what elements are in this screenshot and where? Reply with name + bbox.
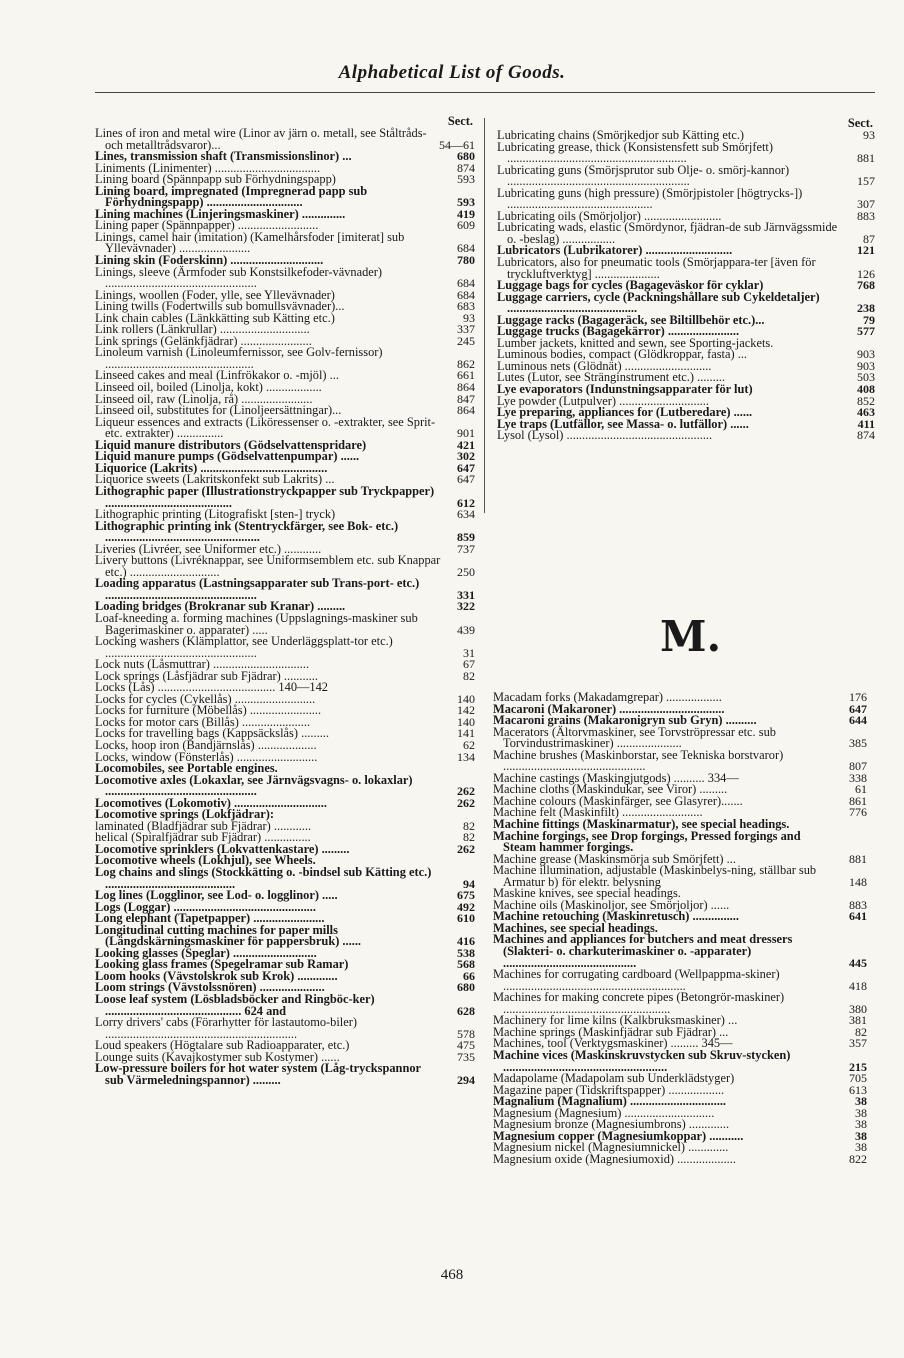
section-number: 647 <box>457 460 475 475</box>
section-number: 302 <box>457 449 475 464</box>
index-entry <box>95 128 475 151</box>
section-number: 684 <box>457 276 475 291</box>
entry-text: Lines of iron and metal wire (Linor av järn o. metall, see Ståltråds- och metalltrådsvaror)... <box>95 126 427 152</box>
index-entry <box>497 162 875 189</box>
entry-text: Machine fittings (Maskinarmatur), see special headings. <box>493 817 790 832</box>
entry-text: Linings, sleeve (Ärmfoder sub Konstsilkefoder-vävnader) ................................................. <box>95 264 383 291</box>
section-number: 38 <box>855 1094 867 1109</box>
section-number: 66 <box>463 968 475 983</box>
section-letter: M. <box>660 612 722 661</box>
section-number: 250 <box>457 564 475 579</box>
section-number: 385 <box>849 736 867 751</box>
entry-text: Loose leaf system (Lösbladsböcker and Ringböc-ker) ............................................ 624 and <box>95 992 375 1018</box>
entry-text: helical (Spiralfjädrar sub Fjädrar) ............... <box>95 830 311 845</box>
index-entry <box>95 183 475 210</box>
entry-text: Log lines (Logglinor, see Lod- o. logglinor) ..... <box>95 888 338 903</box>
entry-text: Livery buttons (Livréknappar, see Uniformsemblem etc. sub Knappar etc.) ............................. <box>95 553 441 579</box>
section-number: 578 <box>457 1026 475 1041</box>
entry-text: Locks (Lås) ...................................... 140—142 <box>95 680 328 695</box>
entry-text: Locks, hoop iron (Bandjärnslås) ................... <box>95 737 317 752</box>
section-number: 847 <box>457 391 475 406</box>
section-number: 683 <box>457 299 475 314</box>
entry-text: Lounge suits (Kavajkostymer sub Kostymer) ...... <box>95 1049 340 1064</box>
entry-text: Linseed oil, boiled (Linolja, kokt) .................. <box>95 380 322 395</box>
right-column-top <box>497 118 875 442</box>
entry-text: Lubricators, also for pneumatic tools (Smörjappara-ter [även för tryckluftverktyg] ..................... <box>497 255 816 281</box>
entry-text: Magnesium copper (Magnesiumkoppar) ........... <box>493 1128 744 1143</box>
entry-text: Linoleum varnish (Linoleumfernissor, see Golv-fernissor) ................................................ <box>95 345 383 371</box>
index-entry <box>493 1047 867 1074</box>
section-number: 612 <box>457 495 475 510</box>
entry-text: Loading bridges (Brokranar sub Kranar) ......... <box>95 599 346 614</box>
index-entry <box>95 578 475 601</box>
section-number: 62 <box>463 737 475 752</box>
section-number: 307 <box>857 197 875 212</box>
section-number: 140 <box>457 691 475 706</box>
section-number: 148 <box>849 874 867 889</box>
index-entry <box>493 969 867 992</box>
entry-text: Locomobiles, see Portable engines. <box>95 761 278 776</box>
section-number: 901 <box>457 426 475 441</box>
section-number: 245 <box>457 333 475 348</box>
section-number: 641 <box>849 909 867 924</box>
section-number: 647 <box>849 701 867 716</box>
section-number: 419 <box>457 206 475 221</box>
right-column-bottom <box>493 692 867 1165</box>
section-number: 380 <box>849 1001 867 1016</box>
section-number: 140 <box>457 714 475 729</box>
entry-text: Machines for corrugating cardboard (Wellpappma-skiner) ........................................................... <box>493 967 780 993</box>
section-number: 675 <box>457 888 475 903</box>
entry-text: Lithographic printing ink (Stentryckfärger, see Bok- etc.) .................................................. <box>95 518 399 545</box>
entry-text: Lubricating grease, thick (Konsistensfett sub Smörjfett) .......................................................... <box>497 139 773 166</box>
section-number: 903 <box>857 347 875 362</box>
entry-text: Maskine knives, see special headings. <box>493 886 681 901</box>
entry-text: Lye traps (Lutfällor, see Massa- o. lutfällor) ...... <box>497 416 749 431</box>
section-number: 79 <box>863 312 875 327</box>
index-entry <box>497 185 875 212</box>
section-number: 141 <box>457 726 475 741</box>
entry-text: Long elephant (Tapetpapper) ....................... <box>95 911 325 926</box>
section-number: 61 <box>855 782 867 797</box>
section-number: 705 <box>849 1071 867 1086</box>
section-number: 215 <box>849 1059 867 1074</box>
index-entry <box>493 724 867 751</box>
section-number: 864 <box>457 380 475 395</box>
entry-text: Logs (Loggar) .............................................. <box>95 899 316 914</box>
page-title: Alphabetical List of Goods. <box>338 62 566 83</box>
section-number: 142 <box>457 703 475 718</box>
index-entry <box>95 610 475 637</box>
section-number: 134 <box>457 749 475 764</box>
index-entry <box>95 229 475 256</box>
section-number: 82 <box>463 830 475 845</box>
index-entry <box>493 992 867 1015</box>
section-number: 238 <box>857 301 875 316</box>
index-entry <box>95 483 475 510</box>
section-number: 262 <box>457 795 475 810</box>
entry-text: Lock springs (Låsfjädrar sub Fjädrar) ........... <box>95 668 318 683</box>
page-number: 468 <box>440 1267 464 1283</box>
sect-header: Sect. <box>847 116 873 130</box>
entry-text: Lubricating oils (Smörjoljor) ......................... <box>497 208 722 223</box>
entry-text: Loading apparatus (Lastningsapparater sub Trans-port- etc.) ................................................. <box>95 576 420 602</box>
section-number: 262 <box>457 784 475 799</box>
entry-text: Lining board, impregnated (Impregnerad papp sub Förhydningspapp) ............................... <box>95 183 368 210</box>
section-number: 883 <box>849 897 867 912</box>
index-entry <box>497 257 875 280</box>
entry-text: Liqueur essences and extracts (Liköressenser o. -extrakter, see Sprit- etc. extrakter) ............... <box>95 414 436 441</box>
section-number: 38 <box>855 1140 867 1155</box>
entry-text: Luggage bags for cycles (Bagageväskor för cyklar) <box>497 278 764 293</box>
section-number: 31 <box>463 645 475 660</box>
section-number: 807 <box>849 759 867 774</box>
entry-text: Lining twills (Fodertwills sub bomullsvävnader)... <box>95 299 345 314</box>
section-number: 852 <box>857 393 875 408</box>
index-entry <box>95 922 475 949</box>
entry-text: Macaroni grains (Makaronigryn sub Gryn) .......... <box>493 713 757 728</box>
section-number: 126 <box>857 266 875 281</box>
entry-text: Macaroni (Makaroner) .................................. <box>493 701 725 716</box>
entry-text: Machine oils (Maskinoljor, see Smörjoljor) ...... <box>493 897 730 912</box>
section-number: 338 <box>849 770 867 785</box>
index-entry <box>493 828 867 855</box>
entry-text: Lumber jackets, knitted and sewn, see Sporting-jackets. <box>497 335 774 350</box>
section-number: 737 <box>457 541 475 556</box>
entry-text: Linseed oil, substitutes for (Linoljeersättningar)... <box>95 403 342 418</box>
section-number: 609 <box>457 218 475 233</box>
section-number: 684 <box>457 287 475 302</box>
index-entry <box>95 264 475 291</box>
entry-text: Lining board (Spännpapp sub Förhydningspapp) <box>95 172 336 187</box>
entry-text: Locks for travelling bags (Kappsäckslås) ......... <box>95 726 329 741</box>
section-number: 503 <box>857 370 875 385</box>
section-number: 593 <box>457 172 475 187</box>
entry-text: Lye evaporators (Indunstningsapparater för lut) <box>497 382 753 397</box>
entry-text: Lines, transmission shaft (Transmissionslinor) ... <box>95 149 352 164</box>
section-number: 157 <box>857 174 875 189</box>
section-number: 93 <box>863 128 875 142</box>
section-number: 634 <box>457 507 475 522</box>
index-entry <box>95 636 475 659</box>
entry-text: Madapolame (Madapolam sub Underklädstyger) <box>493 1071 735 1086</box>
section-number: 874 <box>457 160 475 175</box>
entry-text: Machine illumination, adjustable (Maskinbelys-ning, ställbar sub Armatur b) för elektr. belysning <box>493 863 817 889</box>
section-number: 780 <box>457 253 475 268</box>
section-number: 331 <box>457 587 475 602</box>
entry-text: Machinery for lime kilns (Kalkbruksmaskiner) ... <box>493 1013 738 1028</box>
entry-text: Lithographic printing (Litografiskt [sten-] tryck) <box>95 507 336 522</box>
entry-text: Locks for furniture (Möbellås) ....................... <box>95 703 322 718</box>
section-number: 903 <box>857 358 875 373</box>
entry-text: Longitudinal cutting machines for paper mills (Längdskärningsmaskiner för pappersbruk) ...... <box>95 922 362 949</box>
section-number: 262 <box>457 841 475 856</box>
section-number: 492 <box>457 899 475 914</box>
entry-text: Lubricators (Lubrikatorer) ............................ <box>497 243 733 258</box>
entry-text: Lubricating guns (Smörjsprutor sub Olje- o. smörj-kannor) ........................................................... <box>497 162 790 189</box>
section-number: 861 <box>849 793 867 808</box>
entry-text: Machine colours (Maskinfärger, see Glasyrer)....... <box>493 793 743 808</box>
entry-text: Machine vices (Maskinskruvstycken sub Skruv-stycken) ..................................................... <box>493 1047 791 1074</box>
index-entry <box>95 414 475 441</box>
section-number: 416 <box>457 934 475 949</box>
entry-text: Liquorice sweets (Lakritskonfekt sub Lakrits) ... <box>95 472 335 487</box>
entry-text: Lye powder (Lutpulver) ............................. <box>497 393 709 408</box>
header-rule <box>95 92 875 93</box>
section-number: 67 <box>463 657 475 672</box>
entry-text: Luminous bodies, compact (Glödkroppar, fasta) ... <box>497 347 748 362</box>
left-column <box>95 116 475 1086</box>
section-number: 610 <box>457 911 475 926</box>
entry-text: Machine forgings, see Drop forgings, Pressed forgings and Steam hammer forgings. <box>493 828 801 855</box>
section-number: 862 <box>457 356 475 371</box>
section-number: 661 <box>457 368 475 383</box>
index-entry <box>493 934 867 969</box>
entry-text: Machines for making concrete pipes (Betongrör-maskiner) ...................................................... <box>493 990 785 1016</box>
entry-text: Linings, woollen (Foder, ylle, see Yllevävnader) <box>95 287 335 302</box>
section-number: 93 <box>463 310 475 325</box>
section-number: 94 <box>463 876 475 891</box>
entry-text: Magnesium (Magnesium) ............................. <box>493 1105 715 1120</box>
entry-text: Loud speakers (Högtalare sub Radioapparater, etc.) <box>95 1038 350 1053</box>
entry-text: Linings, camel hair (imitation) (Kamelhårsfoder [imiterat] sub Yllevävnader) ....................... <box>95 229 405 256</box>
section-number: 381 <box>849 1013 867 1028</box>
entry-text: Looking glass frames (Spegelramar sub Ramar) <box>95 957 349 972</box>
section-number: 680 <box>457 149 475 164</box>
section-number: 647 <box>457 472 475 487</box>
entry-text: Locomotives (Lokomotiv) .............................. <box>95 795 327 810</box>
index-entry <box>493 865 867 888</box>
entry-text: Macerators (Ältorvmaskiner, see Torvströpressar etc. sub Torvindustrimaskiner) ..................... <box>493 724 776 751</box>
section-number: 613 <box>849 1082 867 1097</box>
entry-text: Locks for cycles (Cykellås) .......................... <box>95 691 316 706</box>
column-divider <box>484 118 485 513</box>
section-number: 680 <box>457 980 475 995</box>
section-number: 87 <box>863 231 875 246</box>
entry-text: Locomotive axles (Lokaxlar, see Järnvägsvagns- o. lokaxlar) ................................................. <box>95 772 413 799</box>
section-number: 859 <box>457 530 475 545</box>
index-entry <box>497 222 875 245</box>
index-entry <box>95 347 475 370</box>
entry-text: Linseed oil, raw (Linolja, rå) ....................... <box>95 391 313 406</box>
entry-text: Lysol (Lysol) ............................................... <box>497 428 713 443</box>
section-number: 38 <box>855 1117 867 1132</box>
entry-text: Locomotive springs (Lokfjädrar): <box>95 807 274 822</box>
section-number: 82 <box>463 668 475 683</box>
section-number: 121 <box>857 243 875 258</box>
section-number: 881 <box>857 151 875 166</box>
index-entry <box>493 1151 867 1166</box>
entry-text: Locomotive wheels (Lokhjul), see Wheels. <box>95 853 316 868</box>
section-number: 38 <box>855 1105 867 1120</box>
index-entry <box>493 747 867 774</box>
entry-text: Luggage racks (Bagageräck, see Biltillbehör etc.)... <box>497 312 765 327</box>
entry-text: Locks for motor cars (Billås) ...................... <box>95 714 311 729</box>
entry-text: Magnesium bronze (Magnesiumbrons) ............. <box>493 1117 730 1132</box>
index-entry <box>95 867 475 890</box>
section-number: 82 <box>855 1024 867 1039</box>
section-number: 874 <box>857 428 875 443</box>
section-number: 337 <box>457 322 475 337</box>
entry-text: Magnesium oxide (Magnesiumoxid) ................... <box>493 1151 736 1166</box>
section-number: 628 <box>457 1003 475 1018</box>
section-number: 538 <box>457 945 475 960</box>
section-number: 644 <box>849 713 867 728</box>
index-entry <box>95 1017 475 1040</box>
entry-text: Machine felt (Maskinfilt) .......................... <box>493 805 703 820</box>
entry-text: Machine cloths (Maskindukar, see Viror) ......... <box>493 782 728 797</box>
entry-text: Machines and appliances for butchers and meat dressers (Slakteri- o. charkuterimaskiner o. -apparater) ........................................... <box>493 932 793 970</box>
section-number: 822 <box>849 1151 867 1166</box>
section-number: 735 <box>457 1049 475 1064</box>
section-number: 294 <box>457 1072 475 1087</box>
entry-text: Machines, see special headings. <box>493 920 658 935</box>
section-number: 881 <box>849 851 867 866</box>
section-number: 463 <box>857 405 875 420</box>
section-number: 411 <box>857 416 875 431</box>
entry-text: Lining paper (Spännpapper) .......................... <box>95 218 319 233</box>
section-number: 577 <box>857 324 875 339</box>
entry-text: Liquorice (Lakrits) ......................................... <box>95 460 328 475</box>
entry-text: Magnalium (Magnalium) ............................... <box>493 1094 727 1109</box>
section-number: 439 <box>457 622 475 637</box>
entry-text: Low-pressure boilers for hot water system (Låg-tryckspannor sub Värmeledningspannor) ......... <box>95 1061 421 1087</box>
section-number: 568 <box>457 957 475 972</box>
entry-text: Linseed cakes and meal (Linfrökakor o. -mjöl) ... <box>95 368 339 383</box>
index-entry <box>497 430 875 442</box>
entry-text: Machine retouching (Maskinretusch) ............... <box>493 909 739 924</box>
entry-text: Loom strings (Vävstolssnören) ..................... <box>95 980 325 995</box>
section-number: 768 <box>857 278 875 293</box>
section-number: 776 <box>849 805 867 820</box>
entry-text: laminated (Bladfjädrar sub Fjädrar) ............ <box>95 818 312 833</box>
index-entry <box>95 994 475 1017</box>
entry-text: Lining skin (Foderskinn) .............................. <box>95 253 324 268</box>
sect-header: Sect. <box>447 114 473 128</box>
entry-text: Liniments (Linimenter) .................................. <box>95 160 321 175</box>
entry-text: Luggage carriers, cycle (Packningshållare sub Cykeldetaljer) .......................................... <box>497 289 820 316</box>
entry-text: Lubricating wads, elastic (Smördynor, fjädran-de sub Järnvägssmide o. -beslag) ................. <box>497 220 838 246</box>
index-entry <box>95 772 475 799</box>
entry-text: Loaf-kneeding a. forming machines (Uppslagnings-maskiner sub Bagerimaskiner o. apparater) ..... <box>95 610 418 637</box>
index-entry <box>95 518 475 545</box>
entry-text: Link rollers (Länkrullar) ............................. <box>95 322 310 337</box>
entry-text: Lubricating chains (Smörjkedjor sub Kätting etc.) <box>497 128 745 142</box>
entry-text: Luminous nets (Glödnät) ............................ <box>497 358 712 373</box>
entry-text: Locks, window (Fönsterlås) .......................... <box>95 749 318 764</box>
section-number: 864 <box>457 403 475 418</box>
index-entry <box>95 1063 475 1086</box>
entry-text: Lubricating guns (high pressure) (Smörjpistoler [högtrycks-]) ............................................... <box>497 185 803 212</box>
section-number: 418 <box>849 978 867 993</box>
section-number: 421 <box>457 437 475 452</box>
section-number: 357 <box>849 1036 867 1051</box>
section-number: 445 <box>849 955 867 970</box>
index-entry <box>497 289 875 316</box>
section-number: 54—61 <box>439 137 475 152</box>
entry-text: Log chains and slings (Stockkätting o. -bindsel sub Kätting etc.) .......................................... <box>95 865 432 891</box>
section-number: 883 <box>857 208 875 223</box>
entry-text: Link springs (Gelänkfjädrar) ....................... <box>95 333 312 348</box>
entry-text: Liquid manure distributors (Gödselvattenspridare) <box>95 437 367 452</box>
section-number: 408 <box>857 382 875 397</box>
index-entry <box>95 555 475 578</box>
entry-text: Lithographic paper (Illustrationstryckpapper sub Tryckpapper) ......................................... <box>95 483 435 510</box>
entry-text: Machine grease (Maskinsmörja sub Smörjfett) ... <box>493 851 736 866</box>
entry-text: Magazine paper (Tidskriftspapper) .................. <box>493 1082 725 1097</box>
index-entry <box>497 139 875 166</box>
entry-text: Lutes (Lutor, see Stränginstrument etc.) ......... <box>497 370 725 385</box>
section-number: 176 <box>849 690 867 704</box>
entry-text: Magnesium nickel (Magnesiumnickel) ............. <box>493 1140 729 1155</box>
entry-text: Loom hooks (Vävstolskrok sub Krok) ............. <box>95 968 338 983</box>
entry-text: Machine castings (Maskingjutgods) .......... 334— <box>493 770 739 785</box>
entry-text: Looking glasses (Speglar) ........................... <box>95 945 317 960</box>
entry-text: Lorry drivers' cabs (Förarhytter för lastautomo-biler) .............................................................. <box>95 1015 358 1041</box>
entry-text: Liquid manure pumps (Gödselvattenpumpar) ...... <box>95 449 360 464</box>
entry-text: Machines, tool (Verktygsmaskiner) ......... 345— <box>493 1036 733 1051</box>
entry-text: Lock nuts (Låsmuttrar) ............................... <box>95 657 310 672</box>
entry-text: Macadam forks (Makadamgrepar) .................. <box>493 690 722 704</box>
entry-text: Luggage trucks (Bagagekärror) ....................... <box>497 324 740 339</box>
section-number: 82 <box>463 818 475 833</box>
section-number: 684 <box>457 241 475 256</box>
entry-text: Link chain cables (Länkkätting sub Kätting etc.) <box>95 310 335 325</box>
entry-text: Locking washers (Klämplattor, see Underläggsplatt-tor etc.) ................................................. <box>95 634 393 660</box>
entry-text: Lye preparing, appliances for (Lutberedare) ...... <box>497 405 753 420</box>
entry-text: Machine springs (Maskinfjädrar sub Fjädrar) ... <box>493 1024 729 1039</box>
section-number: 593 <box>457 195 475 210</box>
entry-text: Lining machines (Linjeringsmaskiner) .............. <box>95 206 346 221</box>
entry-text: Machine brushes (Maskinborstar, see Tekniska borstvaror) .............................................. <box>493 747 784 774</box>
entry-text: Liveries (Livréer, see Uniformer etc.) ............ <box>95 541 322 556</box>
section-number: 38 <box>855 1128 867 1143</box>
section-number: 322 <box>457 599 475 614</box>
entry-text: Locomotive sprinklers (Lokvattenkastare) ......... <box>95 841 350 856</box>
section-number: 475 <box>457 1038 475 1053</box>
